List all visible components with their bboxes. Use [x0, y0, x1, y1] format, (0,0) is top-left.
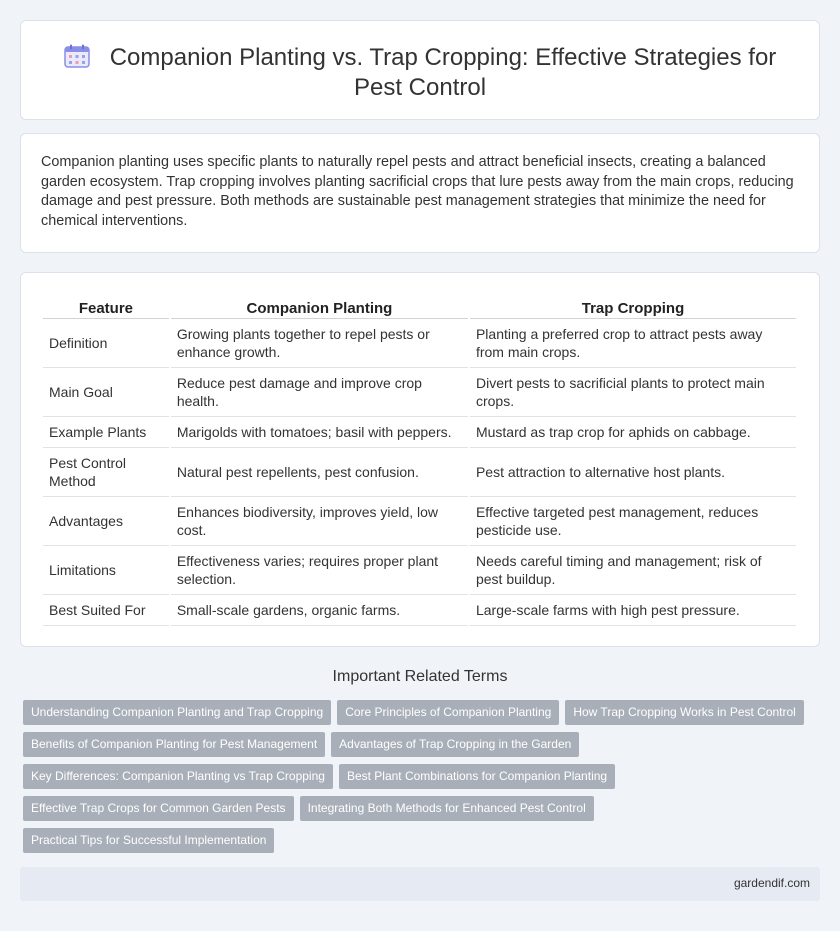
trap-cell: Pest attraction to alternative host plants.	[470, 448, 796, 497]
related-term-tag[interactable]: How Trap Cropping Works in Pest Control	[565, 700, 804, 725]
feature-cell: Definition	[43, 319, 169, 368]
feature-cell: Limitations	[43, 546, 169, 595]
related-term-tag[interactable]: Benefits of Companion Planting for Pest Management	[23, 732, 325, 757]
feature-cell: Advantages	[43, 497, 169, 546]
trap-cell: Divert pests to sacrificial plants to protect main crops.	[470, 368, 796, 417]
trap-cell: Effective targeted pest management, reduces pesticide use.	[470, 497, 796, 546]
feature-cell: Best Suited For	[43, 595, 169, 626]
comparison-card	[20, 272, 820, 647]
comparison-table	[41, 295, 798, 626]
table-header-row	[43, 295, 796, 319]
related-terms-heading: Important Related Terms	[332, 668, 508, 685]
trap-cell: Mustard as trap crop for aphids on cabbage.	[470, 417, 796, 448]
trap-cell: Needs careful timing and management; risk of pest buildup.	[470, 546, 796, 595]
table-row	[43, 546, 796, 595]
table-row	[43, 595, 796, 626]
footer-site-link[interactable]: gardendif.com	[733, 876, 810, 890]
table-row	[43, 417, 796, 448]
calendar-icon	[64, 44, 90, 68]
page-title	[21, 43, 819, 103]
related-terms-list	[23, 700, 813, 860]
related-term-tag[interactable]: Key Differences: Companion Planting vs Trap Cropping	[23, 764, 333, 789]
related-term-tag[interactable]: Practical Tips for Successful Implementation	[23, 828, 274, 853]
companion-cell: Small-scale gardens, organic farms.	[171, 595, 468, 626]
companion-cell: Reduce pest damage and improve crop health.	[171, 368, 468, 417]
feature-cell: Main Goal	[43, 368, 169, 417]
title-line-2: Pest Control	[353, 74, 487, 101]
header-trap-cropping: Trap Cropping	[470, 295, 796, 319]
companion-cell: Effectiveness varies; requires proper plant selection.	[171, 546, 468, 595]
table-row	[43, 497, 796, 546]
table-row	[43, 448, 796, 497]
header-feature: Feature	[43, 295, 169, 319]
companion-cell: Natural pest repellents, pest confusion.	[171, 448, 468, 497]
title-line-1: Companion Planting vs. Trap Cropping: Effective Strategies for	[109, 44, 777, 71]
intro-card	[20, 133, 820, 253]
header-companion-planting: Companion Planting	[171, 295, 468, 319]
table-row	[43, 319, 796, 368]
trap-cell: Large-scale farms with high pest pressure.	[470, 595, 796, 626]
related-term-tag[interactable]: Effective Trap Crops for Common Garden Pests	[23, 796, 294, 821]
intro-paragraph: Companion planting uses specific plants to naturally repel pests and attract beneficial insects, creating a balanced garden ecosystem. Trap cropping involves planting sacrificial crops that lure pests away from the main crops, reducing damage and pest pressure. Both methods are sustainable pest management strategies that minimize the need for chemical interventions.	[41, 154, 794, 229]
title-card	[20, 20, 820, 120]
related-term-tag[interactable]: Core Principles of Companion Planting	[337, 700, 559, 725]
related-term-tag[interactable]: Advantages of Trap Cropping in the Garden	[331, 732, 579, 757]
table-row	[43, 368, 796, 417]
companion-cell: Marigolds with tomatoes; basil with peppers.	[171, 417, 468, 448]
related-term-tag[interactable]: Best Plant Combinations for Companion Planting	[339, 764, 615, 789]
companion-cell: Enhances biodiversity, improves yield, low cost.	[171, 497, 468, 546]
related-term-tag[interactable]: Integrating Both Methods for Enhanced Pest Control	[300, 796, 594, 821]
related-term-tag[interactable]: Understanding Companion Planting and Trap Cropping	[23, 700, 331, 725]
footer	[20, 867, 820, 901]
companion-cell: Growing plants together to repel pests or enhance growth.	[171, 319, 468, 368]
feature-cell: Example Plants	[43, 417, 169, 448]
feature-cell: Pest Control Method	[43, 448, 169, 497]
trap-cell: Planting a preferred crop to attract pests away from main crops.	[470, 319, 796, 368]
